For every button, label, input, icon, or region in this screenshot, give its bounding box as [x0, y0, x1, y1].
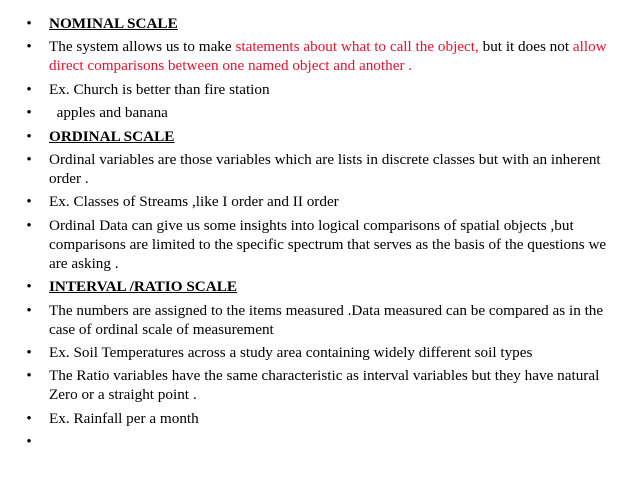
- bullet-text: apples and banana: [49, 104, 168, 122]
- bullet-text: Ordinal Data can give us some insights into logical comparisons of spatial objects ,but comparisons are limited to the specific spectrum that serves as the basis of the questions we are asking .: [49, 216, 607, 272]
- bullet-icon: •: [26, 150, 32, 168]
- bullet-list: [23, 14, 623, 451]
- bullet-text-post: but it does not: [478, 38, 573, 56]
- bullet-icon: •: [26, 216, 32, 234]
- highlight-text: allow direct comparisons between one named object and another .: [49, 38, 607, 75]
- section-heading: ORDINAL SCALE: [49, 127, 175, 145]
- bullet-item: [23, 343, 623, 362]
- bullet-item: [23, 366, 623, 404]
- bullet-text: Ex. Soil Temperatures across a study area containing widely different soil types: [49, 343, 533, 361]
- bullet-icon: •: [26, 80, 32, 98]
- bullet-icon: •: [26, 343, 32, 361]
- bullet-text: Ex. Rainfall per a month: [49, 409, 199, 427]
- bullet-text: The Ratio variables have the same characteristic as interval variables but they have natural Zero or a straight point .: [49, 367, 600, 404]
- bullet-item: [23, 192, 623, 211]
- bullet-item: [23, 301, 623, 339]
- bullet-text: Ex. Classes of Streams ,like I order and II order: [49, 193, 339, 211]
- bullet-item: [23, 37, 623, 75]
- bullet-text: Ex. Church is better than fire station: [49, 80, 270, 98]
- section-heading: NOMINAL SCALE: [49, 15, 178, 32]
- bullet-heading-nominal: [23, 14, 623, 33]
- highlight-text: statements about what to call the object,: [235, 38, 479, 56]
- bullet-icon: •: [26, 301, 32, 319]
- bullet-item: [23, 409, 623, 428]
- bullet-icon: •: [26, 367, 32, 385]
- bullet-icon: •: [26, 38, 32, 56]
- bullet-icon: •: [26, 278, 32, 296]
- bullet-item: [23, 103, 623, 122]
- bullet-text: The numbers are assigned to the items measured .Data measured can be compared as in the case of ordinal scale of measurement: [49, 301, 604, 338]
- bullet-item: [23, 80, 623, 99]
- bullet-icon: •: [26, 433, 32, 451]
- bullet-icon: •: [26, 15, 32, 32]
- bullet-item: [23, 216, 623, 273]
- bullet-icon: •: [26, 127, 32, 145]
- bullet-text: Ordinal variables are those variables which are lists in discrete classes but with an inherent order .: [49, 150, 601, 187]
- bullet-heading-ordinal: [23, 127, 623, 146]
- bullet-heading-interval-ratio: [23, 277, 623, 296]
- bullet-item: [23, 150, 623, 188]
- bullet-icon: •: [26, 104, 32, 122]
- bullet-icon: •: [26, 409, 32, 427]
- bullet-icon: •: [26, 193, 32, 211]
- section-heading: INTERVAL /RATIO SCALE: [49, 278, 237, 296]
- bullet-text-pre: The system allows us to make: [49, 38, 236, 56]
